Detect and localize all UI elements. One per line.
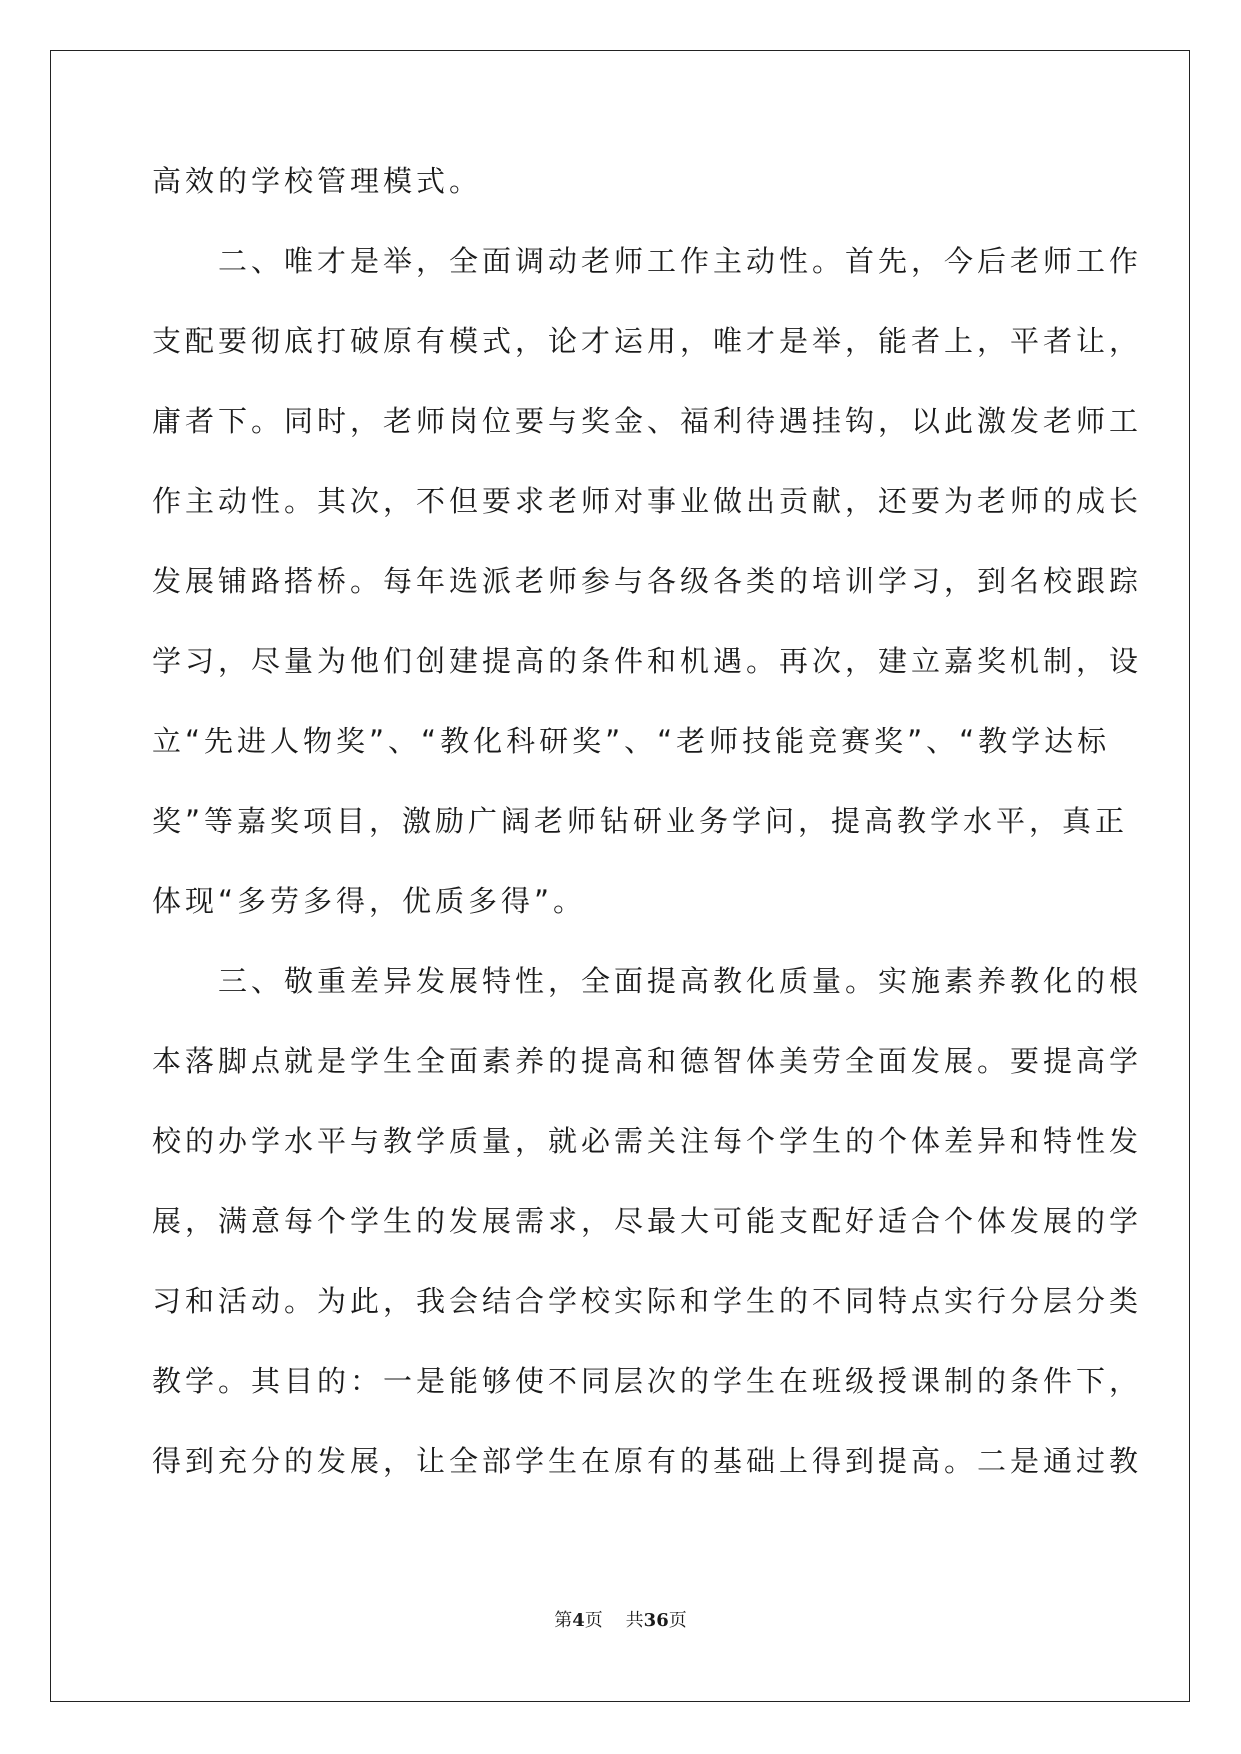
text-line: 作主动性。其次，不但要求老师对事业做出贡献，还要为老师的成长	[152, 484, 1143, 518]
footer-total-prefix: 共	[625, 1610, 644, 1631]
text-line: 高效的学校管理模式。	[152, 164, 483, 198]
text-line: 展，满意每个学生的发展需求，尽最大可能支配好适合个体发展的学	[152, 1204, 1143, 1238]
text-line: 发展铺路搭桥。每年选派老师参与各级各类的培训学习，到名校跟踪	[152, 564, 1143, 598]
text-line: 本落脚点就是学生全面素养的提高和德智体美劳全面发展。要提高学	[152, 1044, 1143, 1078]
text-line: 教学。其目的：一是能够使不同层次的学生在班级授课制的条件下，	[152, 1364, 1143, 1398]
text-line: 习和活动。为此，我会结合学校实际和学生的不同特点实行分层分类	[152, 1284, 1143, 1318]
total-pages-number: 36	[643, 1610, 669, 1631]
footer-total-suffix: 页	[668, 1610, 687, 1631]
text-line: 校的办学水平与教学质量，就必需关注每个学生的个体差异和特性发	[152, 1124, 1143, 1158]
current-page-number: 4	[572, 1610, 585, 1631]
text-line: 学习，尽量为他们创建提高的条件和机遇。再次，建立嘉奖机制，设	[152, 644, 1143, 678]
text-line: 立“先进人物奖”、“教化科研奖”、“老师技能竞赛奖”、“教学达标	[152, 724, 1111, 758]
page-footer	[0, 1606, 1241, 1632]
text-line: 庸者下。同时，老师岗位要与奖金、福利待遇挂钩，以此激发老师工	[152, 404, 1143, 438]
text-line: 三、敬重差异发展特性，全面提高教化质量。实施素养教化的根	[218, 964, 1143, 998]
text-line: 奖”等嘉奖项目，激励广阔老师钻研业务学问，提高教学水平，真正	[152, 804, 1129, 838]
text-line: 得到充分的发展，让全部学生在原有的基础上得到提高。二是通过教	[152, 1444, 1143, 1478]
text-line: 支配要彻底打破原有模式，论才运用，唯才是举，能者上，平者让，	[152, 324, 1143, 358]
text-line: 二、唯才是举，全面调动老师工作主动性。首先，今后老师工作	[218, 244, 1143, 278]
footer-page-suffix: 页	[584, 1610, 603, 1631]
document-body	[152, 148, 1143, 1494]
text-line: 体现“多劳多得，优质多得”。	[152, 884, 587, 918]
footer-prefix: 第	[554, 1610, 573, 1631]
